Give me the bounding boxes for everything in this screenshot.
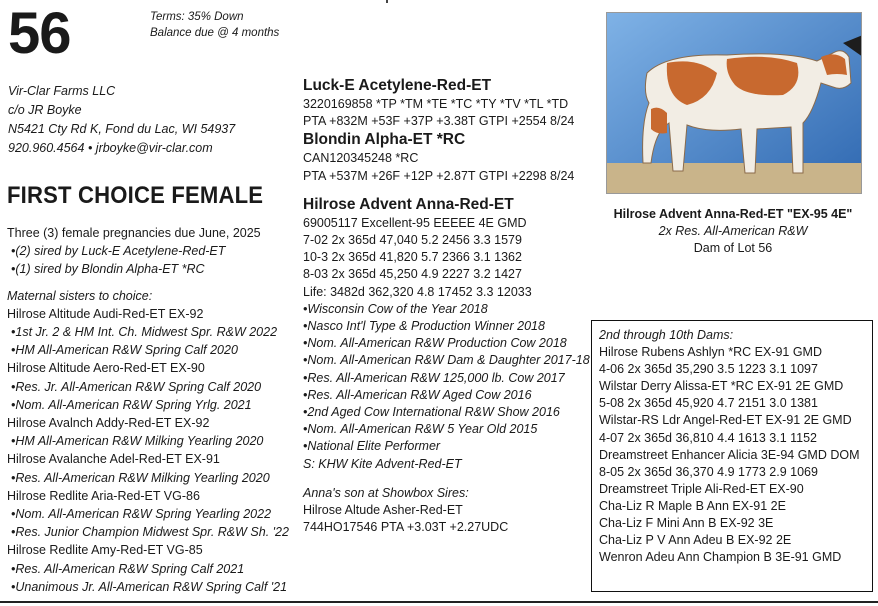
dam-line: Dreamstreet Enhancer Alicia 3E-94 GMD DOM [599, 447, 860, 462]
sire1-id: 3220169858 *TP *TM *TE *TC *TY *TV *TL *TD [303, 97, 569, 111]
consignor-block [8, 82, 235, 158]
dam-honor: •Wisconsin Cow of the Year 2018 [303, 301, 488, 316]
sister-note: •HM All-American R&W Milking Yearling 2020 [11, 434, 264, 449]
dam-line: 5-08 2x 365d 45,920 4.7 2151 3.0 1381 [599, 396, 818, 411]
consignor-name: Vir-Clar Farms LLC [8, 84, 116, 98]
dam-line: Hilrose Rubens Ashlyn *RC EX-91 GMD [599, 345, 822, 360]
sire1-proof: PTA +832M +53F +37P +3.38T GTPI +2554 8/24 [303, 114, 575, 129]
top-mark [386, 0, 388, 3]
sister-note: •Res. Junior Champion Midwest Spr. R&W Sh. '22 [11, 525, 289, 540]
sire2-name: Blondin Alpha-ET *RC [303, 131, 466, 149]
sister-name: Hilrose Altitude Audi-Red-ET EX-92 [7, 306, 204, 321]
dam-record: Life: 3482d 362,320 4.8 17452 3.3 12033 [303, 284, 532, 299]
dam-line: Wilstar-RS Ldr Angel-Red-ET EX-91 2E GMD [599, 413, 852, 428]
sister-name: Hilrose Redlite Aria-Red-ET VG-86 [7, 488, 200, 503]
dam-line: Cha-Liz F Mini Ann B EX-92 3E [599, 516, 774, 531]
sister-note: •Res. All-American R&W Milking Yearling 2020 [11, 470, 270, 485]
photo-caption-name: Hilrose Advent Anna-Red-ET "EX-95 4E" [613, 207, 853, 221]
terms-line-2: Balance due @ 4 months [150, 27, 280, 39]
middle-column [303, 76, 590, 536]
dam-line: 8-05 2x 365d 36,370 4.9 1773 2.9 1069 [599, 464, 818, 479]
son-name: Hilrose Altude Asher-Red-ET [303, 503, 463, 518]
dam-honor: •National Elite Performer [303, 439, 441, 454]
dam-record: 10-3 2x 365d 41,820 5.7 2366 3.1 1362 [303, 250, 522, 265]
son-proof: 744HO17546 PTA +3.03T +2.27UDC [303, 520, 509, 535]
cow-photo-icon [607, 13, 862, 194]
dam-honor: •Nom. All-American R&W 5 Year Old 2015 [303, 422, 538, 437]
dam-honor: •2nd Aged Cow International R&W Show 2016 [303, 405, 560, 420]
photo-caption-honor: 2x Res. All-American R&W [658, 224, 808, 238]
sister-note: •1st Jr. 2 & HM Int. Ch. Midwest Spr. R&W 2022 [11, 325, 278, 340]
dam-line: 4-06 2x 365d 35,290 3.5 1223 3.1 1097 [599, 362, 818, 377]
son-heading: Anna's son at Showbox Sires: [303, 485, 469, 500]
lot-number: 56 [8, 1, 71, 66]
dams-box [591, 320, 873, 592]
sister-name: Hilrose Avalanche Adel-Red-ET EX-91 [7, 452, 220, 467]
sire2-id: CAN120345248 *RC [303, 151, 419, 166]
photo-caption [598, 206, 868, 257]
sister-name: Hilrose Altitude Aero-Red-ET EX-90 [7, 361, 205, 376]
dam-honor: •Nasco Int'l Type & Production Winner 2018 [303, 319, 545, 334]
photo-caption-dam-of: Dam of Lot 56 [693, 241, 773, 255]
dam-line: 4-07 2x 365d 36,810 4.4 1613 3.1 1152 [599, 430, 818, 445]
terms-line-1: Terms: 35% Down [150, 11, 244, 23]
left-column [7, 224, 289, 596]
dam-line: Dreamstreet Triple Ali-Red-ET EX-90 [599, 481, 804, 496]
consignor-contact: 920.960.4564 • jrboyke@vir-clar.com [8, 141, 213, 155]
maternal-sisters-heading: Maternal sisters to choice: [7, 288, 153, 303]
sire2-proof: PTA +537M +26F +12P +2.87T GTPI +2298 8/24 [303, 168, 575, 183]
dam-line: Cha-Liz P V Ann Adeu B EX-92 2E [599, 533, 792, 548]
dam-honor: •Nom. All-American R&W Dam & Daughter 2017-18 [303, 353, 590, 368]
sister-note: •HM All-American R&W Spring Calf 2020 [11, 343, 238, 358]
sister-note: •Res. All-American R&W Spring Calf 2021 [11, 561, 245, 576]
dam-line: Wenron Adeu Ann Champion B 3E-91 GMD [599, 550, 842, 565]
sister-name: Hilrose Redlite Amy-Red-ET VG-85 [7, 543, 203, 558]
bottom-rule [0, 601, 878, 603]
sire1-name: Luck-E Acetylene-Red-ET [303, 77, 492, 94]
dam-id: 69005117 Excellent-95 EEEEE 4E GMD [303, 215, 527, 230]
dam-line: Wilstar Derry Alissa-ET *RC EX-91 2E GMD [599, 379, 844, 394]
dams-heading: 2nd through 10th Dams: [599, 328, 734, 342]
cow-photo [606, 12, 862, 194]
sale-terms [150, 9, 279, 41]
sire-breakdown-2: •(1) sired by Blondin Alpha-ET *RC [11, 262, 205, 277]
dam-honor: •Nom. All-American R&W Production Cow 2018 [303, 336, 567, 351]
sister-name: Hilrose Avalnch Addy-Red-ET EX-92 [7, 416, 210, 431]
consignor-street: N5421 Cty Rd K, Fond du Lac, WI 54937 [8, 122, 236, 136]
offering-description: Three (3) female pregnancies due June, 2025 [7, 226, 261, 240]
offering-title: FIRST CHOICE FEMALE [7, 182, 264, 209]
dam-line: Cha-Liz R Maple B Ann EX-91 2E [599, 498, 786, 513]
dam-record: 7-02 2x 365d 47,040 5.2 2456 3.3 1579 [303, 233, 522, 248]
dam-honor: •Res. All-American R&W Aged Cow 2016 [303, 387, 532, 402]
dam-record: 8-03 2x 365d 45,250 4.9 2227 3.2 1427 [303, 267, 522, 282]
sister-note: •Unanimous Jr. All-American R&W Spring Calf '21 [11, 579, 288, 594]
sister-note: •Res. Jr. All-American R&W Spring Calf 2020 [11, 379, 262, 394]
dam-honor: •Res. All-American R&W 125,000 lb. Cow 2017 [303, 370, 565, 385]
consignor-care-of: c/o JR Boyke [8, 103, 82, 117]
sister-note: •Nom. All-American R&W Spring Yrlg. 2021 [11, 397, 252, 412]
sire-breakdown-1: •(2) sired by Luck-E Acetylene-Red-ET [11, 244, 226, 259]
dam-name: Hilrose Advent Anna-Red-ET [303, 195, 514, 213]
sister-note: •Nom. All-American R&W Spring Yearling 2022 [11, 507, 272, 522]
dam-sire: S: KHW Kite Advent-Red-ET [303, 456, 462, 471]
